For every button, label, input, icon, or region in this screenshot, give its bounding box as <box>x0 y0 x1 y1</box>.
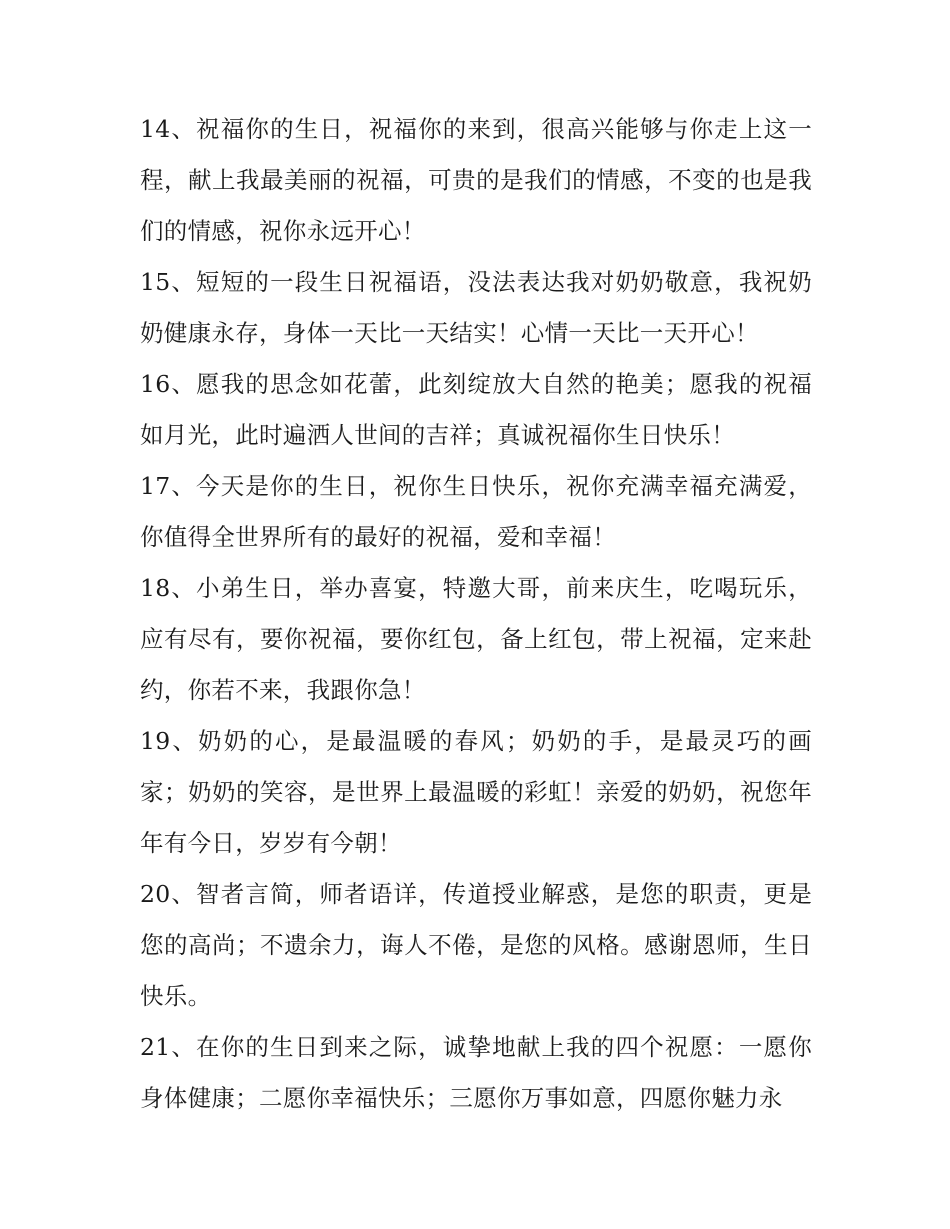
paragraph-15: 15、短短的一段生日祝福语，没法表达我对奶奶敬意，我祝奶奶健康永存，身体一天比一天结实！心情一天比一天开心！ <box>140 268 812 347</box>
document-body <box>140 104 812 1124</box>
paragraph-21: 21、在你的生日到来之际，诚挚地献上我的四个祝愿：一愿你身体健康；二愿你幸福快乐；三愿你万事如意，四愿你魅力永 <box>140 1033 812 1112</box>
paragraph-18: 18、小弟生日，举办喜宴，特邀大哥，前来庆生，吃喝玩乐，应有尽有，要你祝福，要你红包，备上红包，带上祝福，定来赴约，你若不来，我跟你急！ <box>140 574 812 704</box>
paragraph-20: 20、智者言简，师者语详，传道授业解惑，是您的职责，更是您的高尚；不遗余力，诲人不倦，是您的风格。感谢恩师，生日快乐。 <box>140 880 812 1010</box>
paragraph-14: 14、祝福你的生日，祝福你的来到，很高兴能够与你走上这一程，献上我最美丽的祝福，可贵的是我们的情感，不变的也是我们的情感，祝你永远开心！ <box>140 115 812 245</box>
paragraph-16: 16、愿我的思念如花蕾，此刻绽放大自然的艳美；愿我的祝福如月光，此时遍洒人世间的吉祥；真诚祝福你生日快乐！ <box>140 370 812 449</box>
paragraph-17: 17、今天是你的生日，祝你生日快乐，祝你充满幸福充满爱，你值得全世界所有的最好的祝福，爱和幸福！ <box>140 472 812 551</box>
paragraph-19: 19、奶奶的心，是最温暖的春风；奶奶的手，是最灵巧的画家；奶奶的笑容，是世界上最温暖的彩虹！亲爱的奶奶，祝您年年有今日，岁岁有今朝！ <box>140 727 812 857</box>
